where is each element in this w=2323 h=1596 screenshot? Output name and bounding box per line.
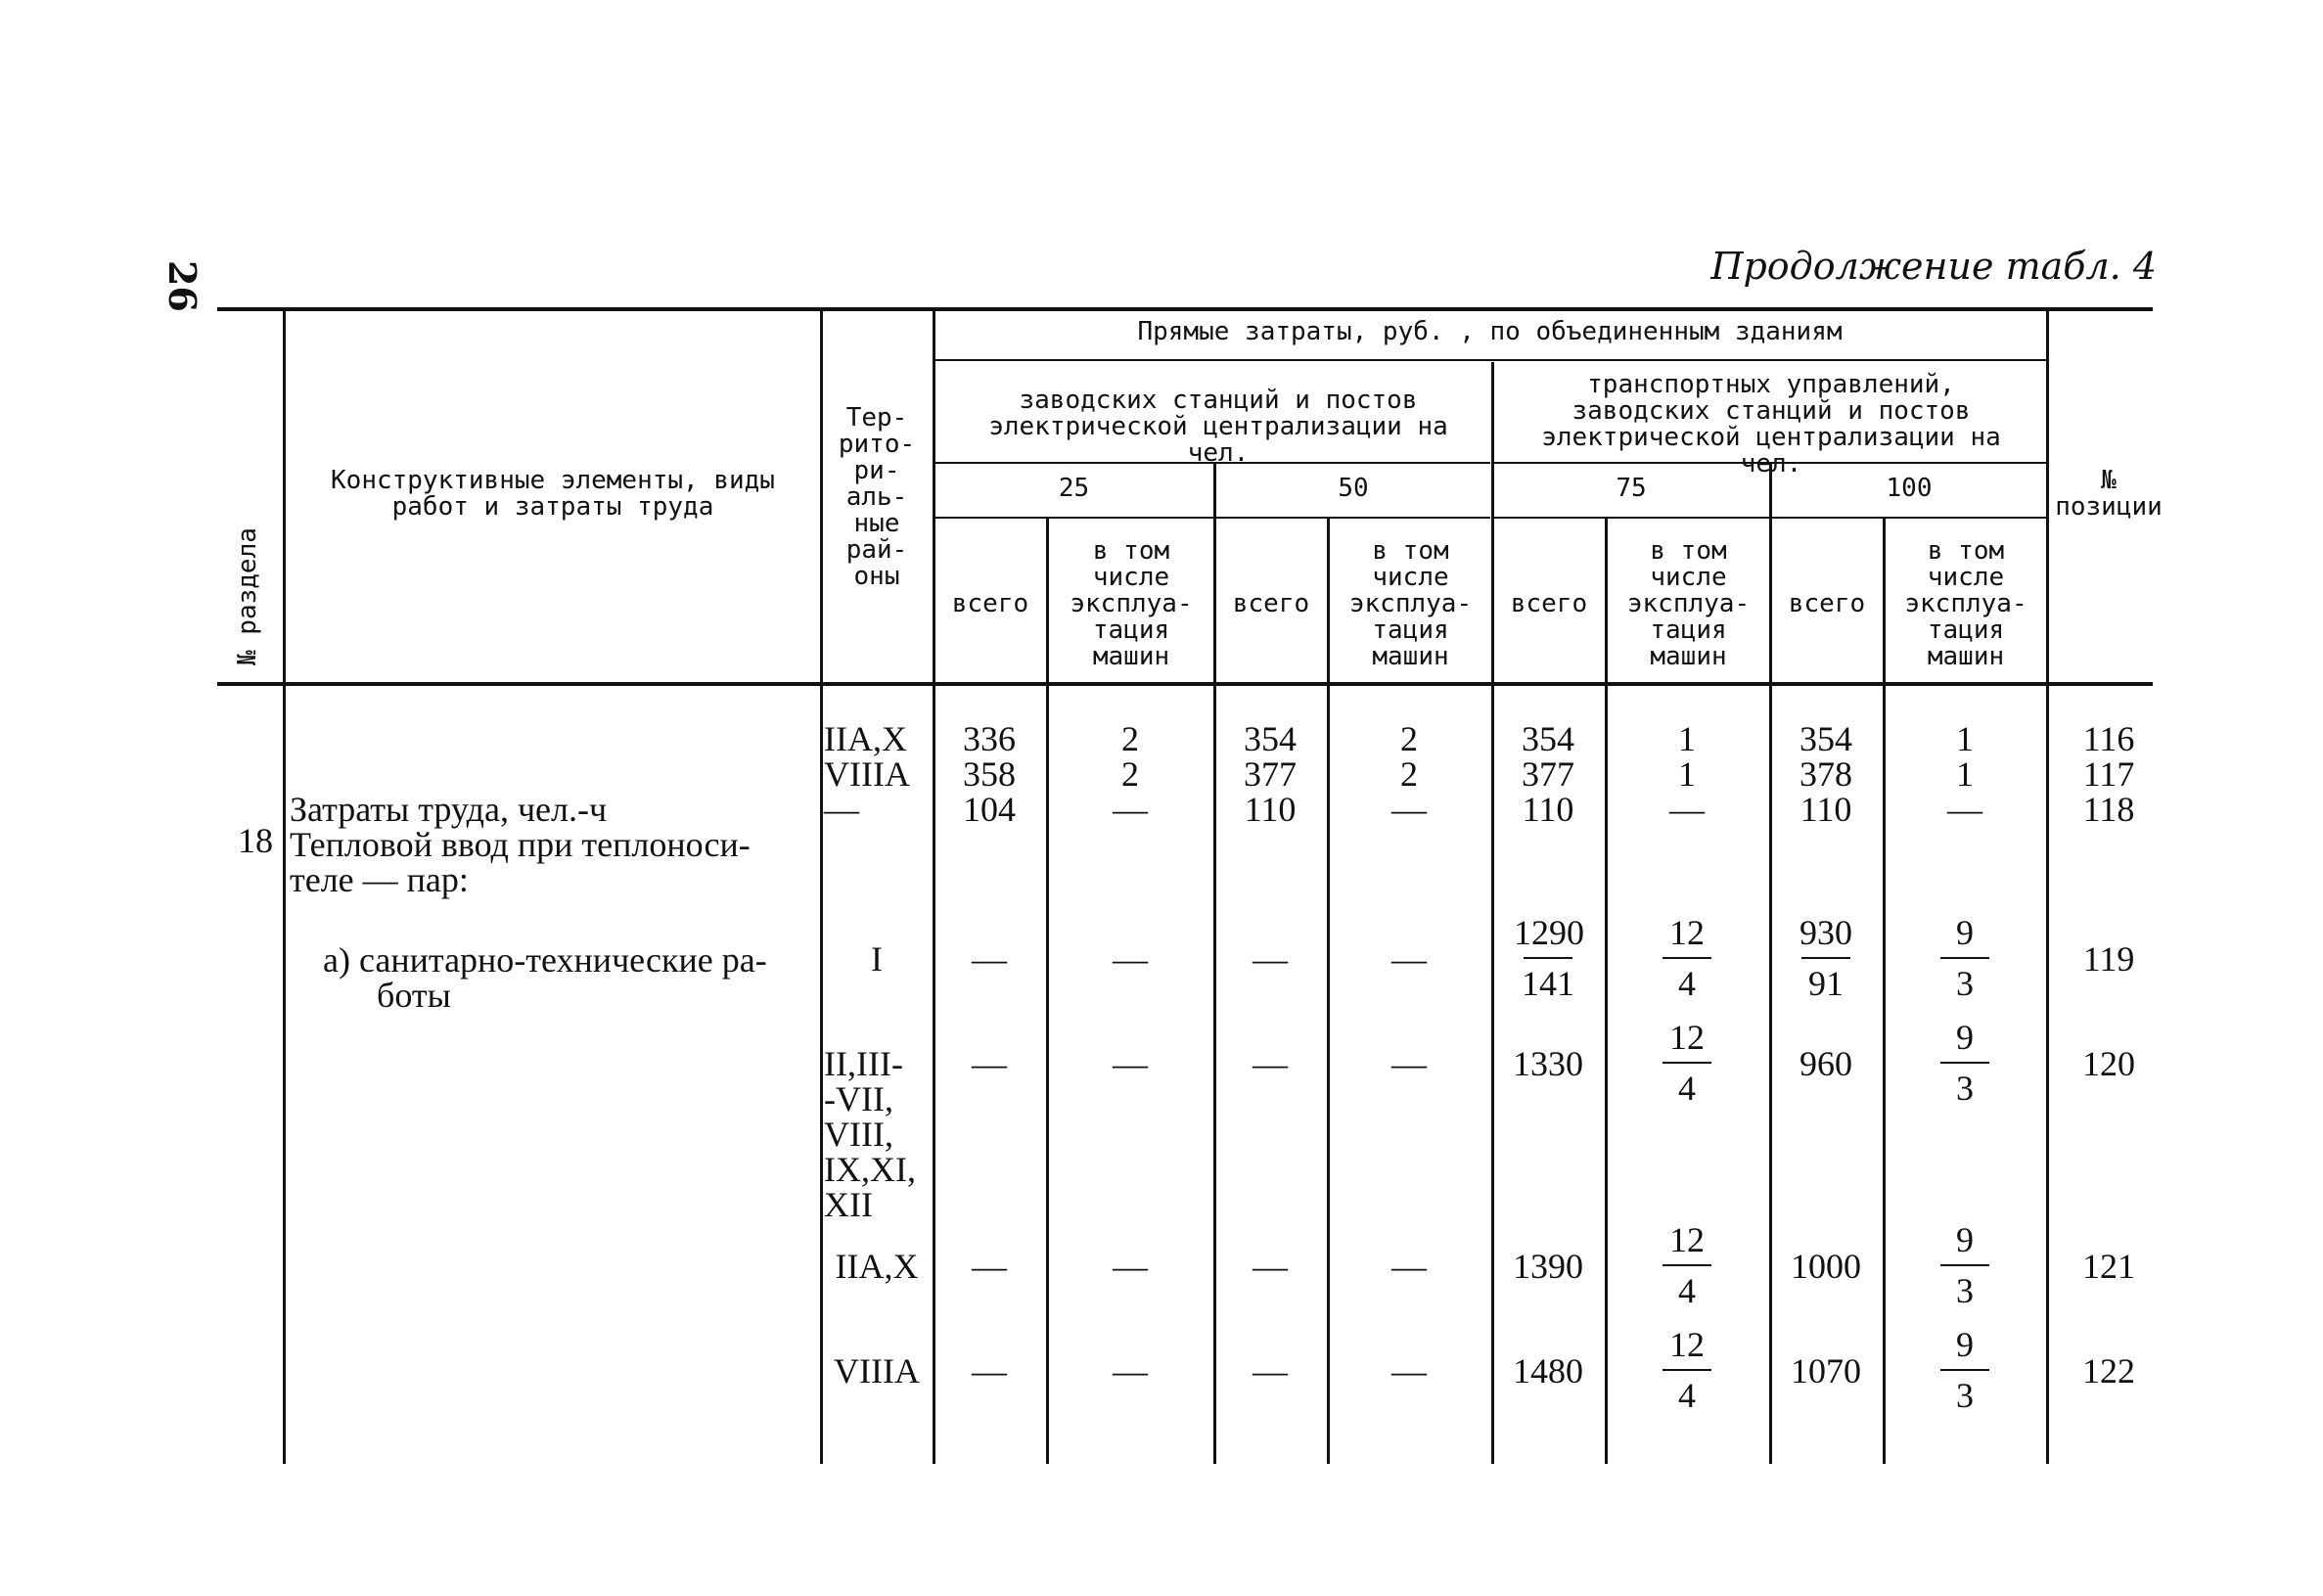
value-cell: 354	[1244, 719, 1297, 758]
value-cell: 104	[963, 790, 1016, 829]
value-cell: —	[1113, 1247, 1148, 1286]
value-cell: —	[972, 1351, 1007, 1391]
page-number: 26	[159, 260, 205, 312]
value-cell: 1330	[1513, 1044, 1583, 1083]
value-cell: 1480	[1513, 1351, 1583, 1391]
elements-header: Конструктивные элементы, виды работ и затраты труда	[331, 466, 775, 522]
region-cell: II,III-	[824, 1044, 903, 1083]
item-a-label-1: а) санитарно-технические ра-	[323, 940, 767, 980]
value-cell: 377	[1522, 754, 1574, 794]
position-cell: 122	[2082, 1351, 2135, 1391]
value-cell: —	[972, 1044, 1007, 1083]
heat-label-2: теле — пар:	[290, 860, 469, 899]
value-cell: 1	[1956, 754, 1974, 794]
region-cell: —	[824, 790, 859, 829]
position-cell: 119	[2082, 939, 2135, 979]
header-rule	[934, 359, 2046, 361]
fraction-cell: 9 3	[1931, 1221, 1999, 1309]
value-cell: —	[1113, 1351, 1148, 1391]
value-cell: 354	[1799, 719, 1852, 758]
value-cell: —	[1391, 939, 1427, 979]
fraction-cell: 9 3	[1931, 914, 1999, 1002]
value-cell: —	[1253, 939, 1288, 979]
total-header: всего	[1788, 589, 1866, 618]
header-rule	[934, 517, 1490, 519]
incl-header: в том числе эксплуа- тация машин	[1348, 536, 1473, 671]
region-cell: IIA,X	[824, 719, 907, 758]
region-cell: IIA,X	[835, 1247, 919, 1286]
value-cell: —	[1253, 1351, 1288, 1391]
region-cell: VIIIA	[824, 754, 910, 794]
header-bottom-rule	[217, 682, 2153, 686]
value-cell: 110	[1799, 790, 1852, 829]
region-cell: I	[871, 939, 883, 979]
region-cell: -VII,	[824, 1079, 893, 1118]
value-cell: 1070	[1791, 1351, 1861, 1391]
region-cell: VIIIA	[834, 1351, 920, 1391]
n25-header: 25	[1058, 474, 1090, 503]
header-rule	[1494, 517, 2046, 519]
value-cell: 1	[1678, 719, 1696, 758]
position-cell: 120	[2082, 1044, 2135, 1083]
col-divider	[283, 309, 286, 1464]
group2-header: транспортных управлений, заводских станций и постов электрической централизации на чел.	[1541, 370, 2001, 479]
position-cell: 118	[2082, 790, 2135, 829]
value-cell: 378	[1799, 754, 1852, 794]
value-cell: 1390	[1513, 1247, 1583, 1286]
total-header: всего	[951, 589, 1029, 618]
item-a-label-2: боты	[377, 976, 451, 1015]
fraction-cell: 9 3	[1931, 1019, 1999, 1107]
value-cell: 336	[963, 719, 1016, 758]
incl-header: в том числе эксплуа- тация машин	[1070, 536, 1193, 671]
group1-header: заводских станций и постов электрической централизации на чел.	[988, 386, 1448, 468]
fraction-cell: 12 4	[1653, 1221, 1721, 1309]
fraction-cell: 930 91	[1799, 913, 1852, 1003]
value-cell: —	[1669, 790, 1705, 829]
value-cell: 1	[1956, 719, 1974, 758]
incl-header: в том числе эксплуа- тация машин	[1904, 536, 2027, 671]
region-cell: XII	[824, 1185, 873, 1224]
position-cell: 116	[2082, 719, 2135, 758]
value-cell: —	[1947, 790, 1982, 829]
section-number: 18	[238, 821, 273, 860]
labor-label: Затраты труда, чел.-ч	[290, 790, 608, 829]
n100-header: 100	[1886, 474, 1933, 503]
col-divider	[820, 309, 823, 1464]
section-no-header: № раздела	[233, 527, 262, 665]
value-cell: —	[1253, 1247, 1288, 1286]
value-cell: —	[1113, 790, 1148, 829]
value-cell: —	[1113, 939, 1148, 979]
value-cell: 1000	[1791, 1247, 1861, 1286]
value-cell: 2	[1121, 719, 1139, 758]
value-cell: —	[1391, 1044, 1427, 1083]
value-cell: 110	[1522, 790, 1574, 829]
direct-costs-header: Прямые затраты, руб. , по объединенным зданиям	[1137, 317, 1843, 346]
region-cell: VIII,	[824, 1115, 893, 1154]
table-top-rule	[217, 307, 2153, 311]
value-cell: 2	[1400, 719, 1418, 758]
n50-header: 50	[1338, 474, 1369, 503]
incl-header: в том числе эксплуа- тация машин	[1626, 536, 1751, 671]
position-cell: 117	[2082, 754, 2135, 794]
fraction-cell: 12 4	[1653, 914, 1721, 1002]
value-cell: —	[1253, 1044, 1288, 1083]
value-cell: —	[1391, 790, 1427, 829]
region-cell: IX,XI,	[824, 1150, 916, 1189]
value-cell: —	[1391, 1247, 1427, 1286]
total-header: всего	[1510, 589, 1588, 618]
value-cell: 377	[1244, 754, 1297, 794]
value-cell: 960	[1799, 1044, 1852, 1083]
fraction-cell: 12 4	[1653, 1326, 1721, 1414]
position-header: № позиции	[2055, 466, 2163, 522]
value-cell: 2	[1121, 754, 1139, 794]
regions-header: Тер- рито- ри- аль- ные рай- оны	[838, 403, 916, 591]
continuation-title: Продолжение табл. 4	[1710, 245, 2157, 288]
col-divider	[2046, 309, 2049, 1464]
fraction-cell: 12 4	[1653, 1019, 1721, 1107]
value-cell: 354	[1522, 719, 1574, 758]
fraction-cell: 9 3	[1931, 1326, 1999, 1414]
value-cell: 358	[963, 754, 1016, 794]
position-cell: 121	[2082, 1247, 2135, 1286]
value-cell: 2	[1400, 754, 1418, 794]
total-header: всего	[1232, 589, 1310, 618]
n75-header: 75	[1616, 474, 1647, 503]
value-cell: 110	[1244, 790, 1297, 829]
fraction-cell: 1290 141	[1514, 913, 1584, 1003]
value-cell: —	[1391, 1351, 1427, 1391]
value-cell: —	[972, 939, 1007, 979]
value-cell: —	[972, 1247, 1007, 1286]
col-divider	[1491, 362, 1494, 1464]
heat-label-1: Тепловой ввод при теплоноси-	[290, 825, 751, 864]
value-cell: 1	[1678, 754, 1696, 794]
value-cell: —	[1113, 1044, 1148, 1083]
